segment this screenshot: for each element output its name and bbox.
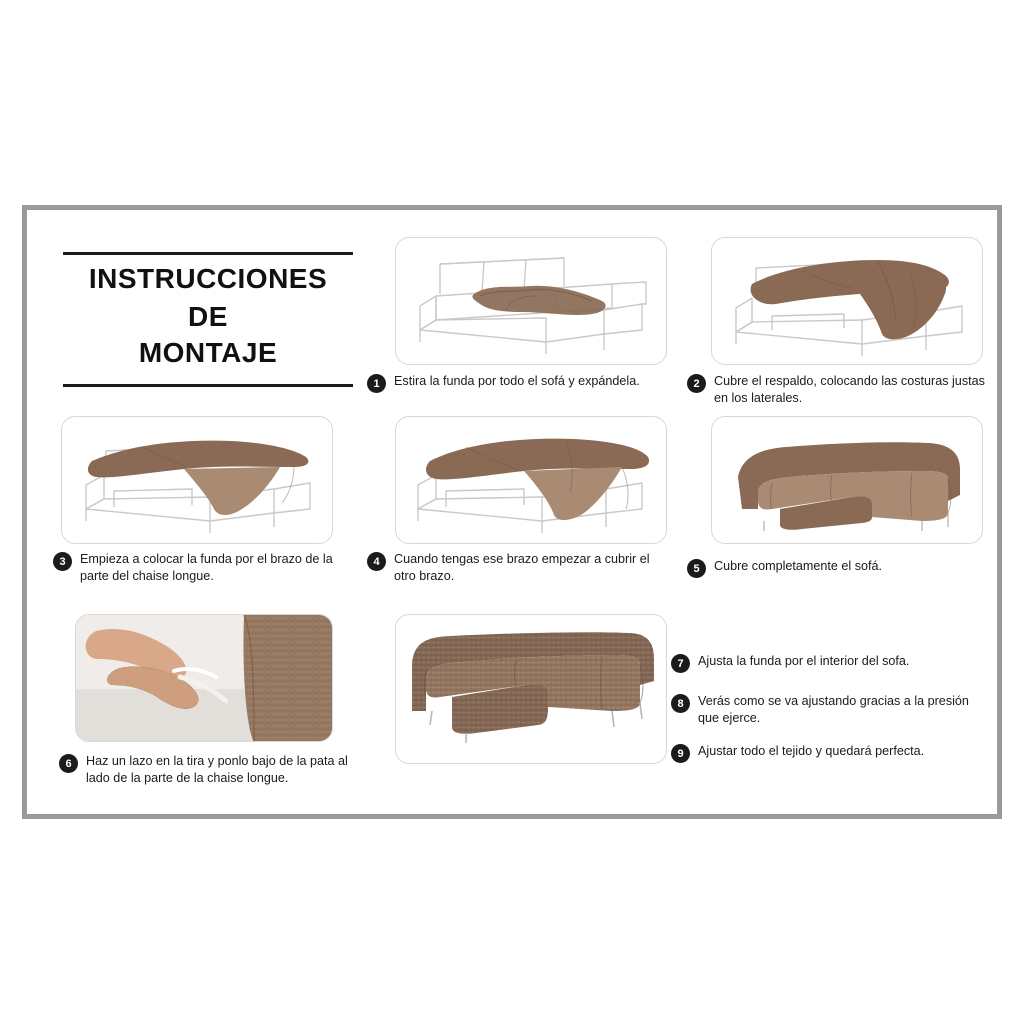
step-8-text: Verás como se va ajustando gracias a la presión que ejerce. (698, 694, 969, 725)
panel-step-3 (61, 416, 333, 544)
panel-step-1 (395, 237, 667, 365)
step-4-text: Cuando tengas ese brazo empezar a cubrir el otro brazo. (394, 552, 650, 583)
step-5 (687, 558, 977, 578)
step-1-number: 1 (367, 374, 386, 393)
step-7-number: 7 (671, 654, 690, 673)
step-9-text: Ajustar todo el tejido y quedará perfecta. (698, 744, 925, 758)
step-3 (53, 551, 353, 584)
step-7 (671, 653, 971, 673)
step-9-number: 9 (671, 744, 690, 763)
step-6-text: Haz un lazo en la tira y ponlo bajo de la pata al lado de la parte de la chaise longue. (86, 754, 348, 785)
title-line-1: INSTRUCCIONES (88, 263, 328, 294)
panel-step-4 (395, 416, 667, 544)
illustration-step-3 (62, 417, 333, 544)
instructions-frame (22, 205, 1002, 819)
step-3-text: Empieza a colocar la funda por el brazo de la parte del chaise longue. (80, 552, 333, 583)
title-line-3: MONTAJE (138, 336, 278, 368)
step-1 (367, 373, 667, 393)
panel-step-6 (75, 614, 333, 742)
photo-step-6 (76, 615, 332, 741)
step-2 (687, 373, 987, 406)
step-3-number: 3 (53, 552, 72, 571)
page-title (63, 252, 353, 387)
step-4 (367, 551, 657, 584)
step-1-text: Estira la funda por todo el sofá y expándela. (394, 374, 640, 388)
step-6 (59, 753, 369, 786)
step-4-number: 4 (367, 552, 386, 571)
illustration-step-5 (712, 417, 983, 544)
title-line-2: DE (188, 300, 228, 332)
step-5-number: 5 (687, 559, 706, 578)
step-7-text: Ajusta la funda por el interior del sofa. (698, 654, 910, 668)
step-6-number: 6 (59, 754, 78, 773)
illustration-step-2 (712, 238, 983, 365)
illustration-step-4 (396, 417, 667, 544)
step-2-number: 2 (687, 374, 706, 393)
step-8-number: 8 (671, 694, 690, 713)
panel-steps-7-8-9 (395, 614, 667, 764)
panel-step-2 (711, 237, 983, 365)
step-2-text: Cubre el respaldo, colocando las costuras justas en los laterales. (714, 374, 985, 405)
step-9 (671, 743, 981, 763)
illustration-step-1 (396, 238, 667, 365)
step-8 (671, 693, 971, 726)
illustration-final-sofa (396, 615, 667, 764)
step-5-text: Cubre completamente el sofá. (714, 559, 883, 573)
title-rule-bottom (63, 384, 353, 387)
panel-step-5 (711, 416, 983, 544)
